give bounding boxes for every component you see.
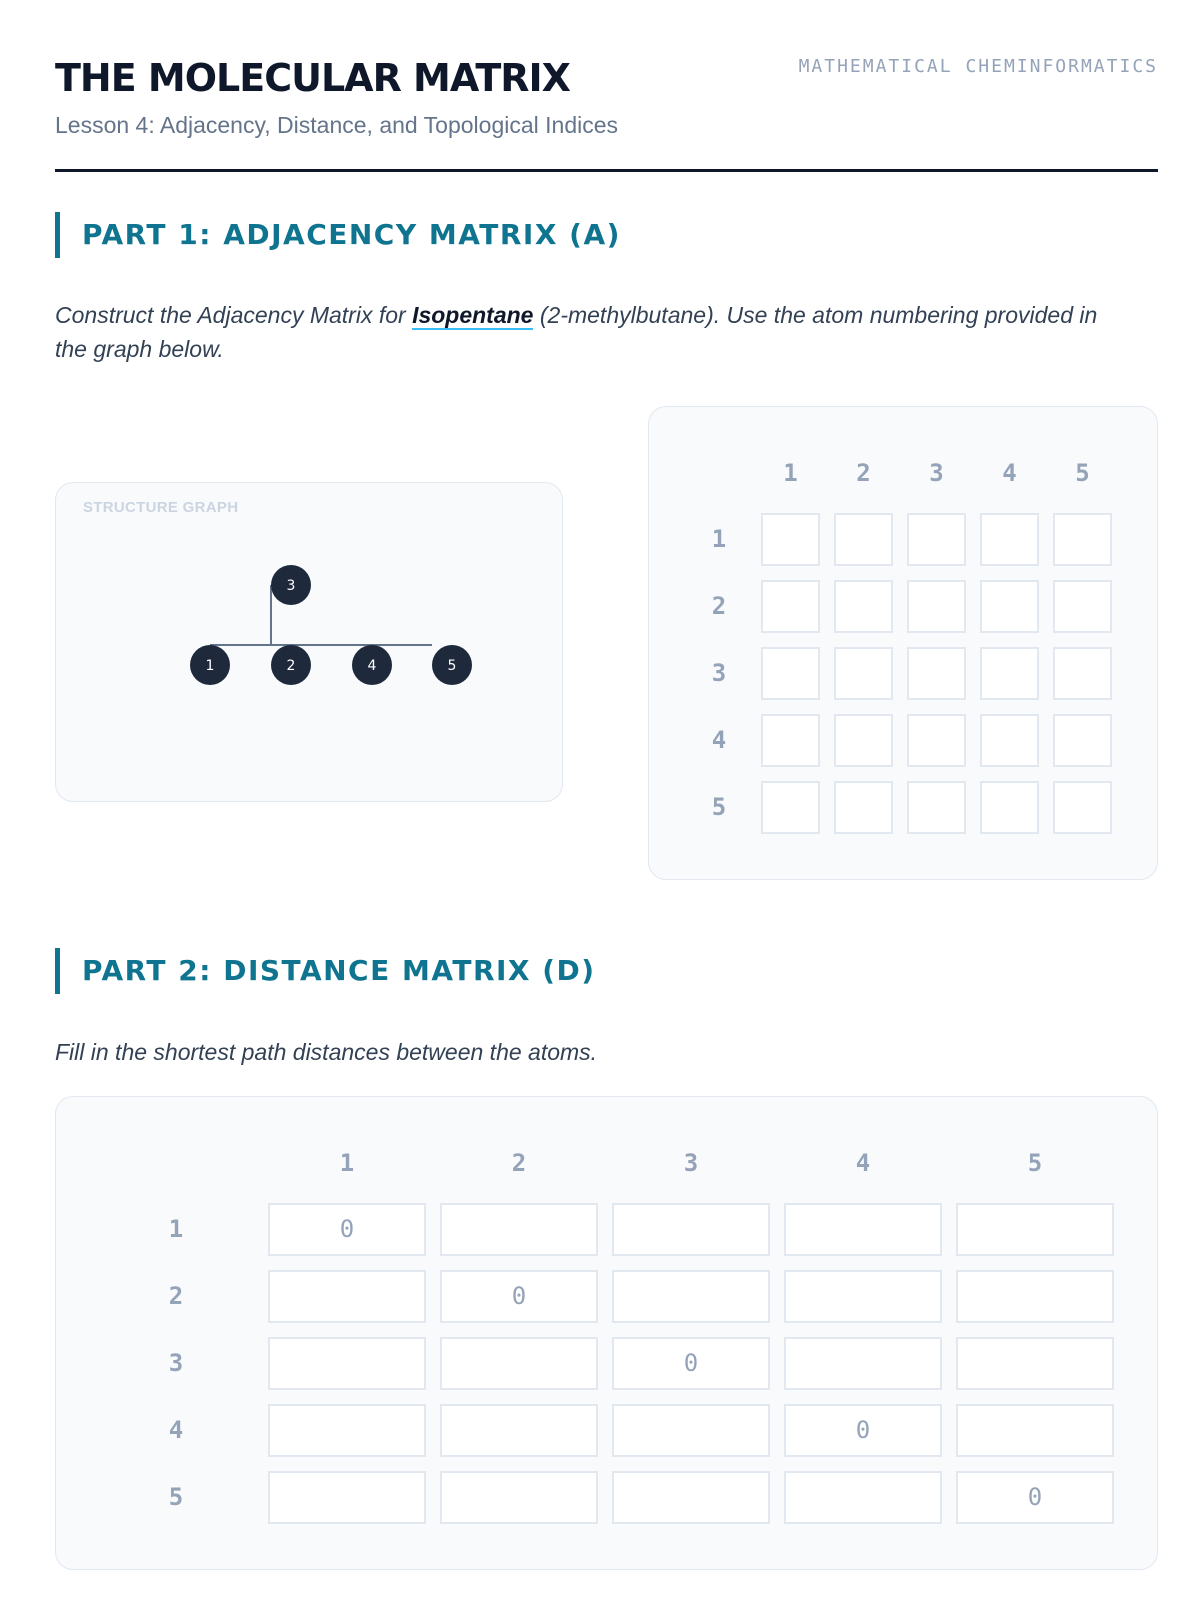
distance-matrix-cell[interactable] bbox=[956, 1203, 1114, 1256]
adjacency-matrix-col-header: 4 bbox=[1002, 459, 1017, 487]
adjacency-matrix-cell[interactable] bbox=[980, 513, 1039, 566]
distance-matrix-row-header: 2 bbox=[168, 1282, 184, 1310]
adjacency-matrix-cell[interactable] bbox=[907, 781, 966, 834]
distance-matrix-cell[interactable]: 0 bbox=[440, 1270, 598, 1323]
adjacency-matrix-row-header: 3 bbox=[711, 659, 727, 687]
adjacency-matrix-cell[interactable] bbox=[761, 580, 820, 633]
part1-title: PART 1: ADJACENCY MATRIX (A) bbox=[55, 212, 621, 258]
distance-matrix-row-header: 3 bbox=[168, 1349, 184, 1377]
atom-label-2: 2 bbox=[286, 658, 296, 674]
part1-instructions-after: (2-methylbutane). Use the atom numbering provided in the graph below. bbox=[55, 302, 1098, 362]
adjacency-matrix-cell[interactable] bbox=[1053, 513, 1112, 566]
adjacency-matrix-cell[interactable] bbox=[980, 580, 1039, 633]
distance-matrix-cell[interactable] bbox=[612, 1270, 770, 1323]
distance-matrix-cell[interactable] bbox=[440, 1203, 598, 1256]
adjacency-matrix-cell[interactable] bbox=[761, 647, 820, 700]
worksheet-header bbox=[55, 56, 1158, 170]
structure-graph bbox=[56, 483, 564, 803]
distance-matrix-cell[interactable] bbox=[612, 1404, 770, 1457]
distance-matrix-cell[interactable] bbox=[268, 1270, 426, 1323]
atom-label-3: 3 bbox=[286, 578, 296, 594]
molecule-name: Isopentane bbox=[412, 302, 534, 328]
atom-label-4: 4 bbox=[367, 658, 377, 674]
adjacency-matrix-cell[interactable] bbox=[761, 781, 820, 834]
part2-title: PART 2: DISTANCE MATRIX (D) bbox=[55, 948, 596, 994]
adjacency-matrix-cell[interactable] bbox=[980, 714, 1039, 767]
part1-instructions bbox=[55, 298, 1115, 366]
distance-matrix-row-header: 4 bbox=[168, 1416, 184, 1444]
distance-matrix-cell[interactable] bbox=[612, 1471, 770, 1524]
distance-matrix-col-header: 1 bbox=[339, 1149, 355, 1177]
distance-matrix-cell[interactable]: 0 bbox=[612, 1337, 770, 1390]
part1-instructions-before: Construct the Adjacency Matrix for bbox=[55, 302, 413, 328]
adjacency-matrix-cell[interactable] bbox=[834, 781, 893, 834]
distance-matrix-row-header: 5 bbox=[168, 1483, 184, 1511]
distance-matrix-cell[interactable] bbox=[440, 1404, 598, 1457]
adjacency-matrix-row-header: 2 bbox=[711, 592, 727, 620]
distance-matrix-cell[interactable]: 0 bbox=[956, 1471, 1114, 1524]
adjacency-matrix-cell[interactable] bbox=[834, 513, 893, 566]
distance-matrix-cell[interactable] bbox=[268, 1471, 426, 1524]
distance-matrix-cell[interactable] bbox=[956, 1404, 1114, 1457]
distance-matrix-cell[interactable] bbox=[956, 1270, 1114, 1323]
distance-matrix-cell[interactable] bbox=[784, 1471, 942, 1524]
part2-instructions: Fill in the shortest path distances between the atoms. bbox=[55, 1039, 598, 1065]
distance-matrix-cell[interactable] bbox=[784, 1203, 942, 1256]
adjacency-matrix-cell[interactable] bbox=[1053, 781, 1112, 834]
header-divider bbox=[55, 169, 1158, 172]
structure-graph-card bbox=[55, 482, 563, 802]
lesson-subtitle: Lesson 4: Adjacency, Distance, and Topological Indices bbox=[55, 112, 619, 138]
distance-matrix-cell[interactable] bbox=[784, 1337, 942, 1390]
adjacency-matrix-row-header: 1 bbox=[711, 525, 727, 553]
atom-label-1: 1 bbox=[205, 658, 215, 674]
distance-matrix-col-header: 3 bbox=[683, 1149, 699, 1177]
distance-matrix-cell[interactable] bbox=[268, 1404, 426, 1457]
distance-matrix-cell[interactable] bbox=[784, 1270, 942, 1323]
adjacency-matrix-row-header: 5 bbox=[711, 793, 727, 821]
adjacency-matrix-cell[interactable] bbox=[907, 580, 966, 633]
adjacency-matrix-cell[interactable] bbox=[834, 580, 893, 633]
distance-matrix-cell[interactable] bbox=[612, 1203, 770, 1256]
distance-matrix-row-header: 1 bbox=[168, 1215, 184, 1243]
adjacency-matrix-cell[interactable] bbox=[834, 714, 893, 767]
adjacency-matrix-col-header: 2 bbox=[856, 459, 871, 487]
atom-label-5: 5 bbox=[447, 658, 457, 674]
distance-matrix-cell[interactable]: 0 bbox=[268, 1203, 426, 1256]
adjacency-matrix-cell[interactable] bbox=[1053, 647, 1112, 700]
adjacency-matrix-cell[interactable] bbox=[980, 781, 1039, 834]
adjacency-matrix-cell[interactable] bbox=[907, 714, 966, 767]
distance-matrix-col-header: 2 bbox=[511, 1149, 527, 1177]
adjacency-matrix-cell[interactable] bbox=[834, 647, 893, 700]
adjacency-matrix-cell[interactable] bbox=[761, 513, 820, 566]
adjacency-matrix-cell[interactable] bbox=[1053, 714, 1112, 767]
distance-matrix-cell[interactable] bbox=[956, 1337, 1114, 1390]
adjacency-matrix-cell[interactable] bbox=[907, 513, 966, 566]
structure-graph-label: STRUCTURE GRAPH bbox=[83, 499, 239, 516]
distance-matrix-cell[interactable] bbox=[440, 1337, 598, 1390]
distance-matrix-col-header: 5 bbox=[1027, 1149, 1043, 1177]
distance-matrix-cell[interactable] bbox=[268, 1337, 426, 1390]
adjacency-matrix-row-header: 4 bbox=[711, 726, 727, 754]
adjacency-matrix-cell[interactable] bbox=[907, 647, 966, 700]
distance-matrix-cell[interactable] bbox=[440, 1471, 598, 1524]
distance-matrix-card bbox=[55, 1096, 1158, 1570]
adjacency-matrix-cell[interactable] bbox=[980, 647, 1039, 700]
adjacency-matrix-cell[interactable] bbox=[761, 714, 820, 767]
distance-matrix-col-header: 4 bbox=[855, 1149, 871, 1177]
adjacency-matrix-col-header: 3 bbox=[929, 459, 944, 487]
brand-label: MATHEMATICAL CHEMINFORMATICS bbox=[798, 56, 1158, 77]
distance-matrix-cell[interactable]: 0 bbox=[784, 1404, 942, 1457]
adjacency-matrix-cell[interactable] bbox=[1053, 580, 1112, 633]
page-title: THE MOLECULAR MATRIX bbox=[55, 56, 570, 100]
adjacency-matrix-col-header: 1 bbox=[783, 459, 798, 487]
adjacency-matrix-col-header: 5 bbox=[1075, 459, 1090, 487]
adjacency-matrix-card bbox=[648, 406, 1158, 880]
